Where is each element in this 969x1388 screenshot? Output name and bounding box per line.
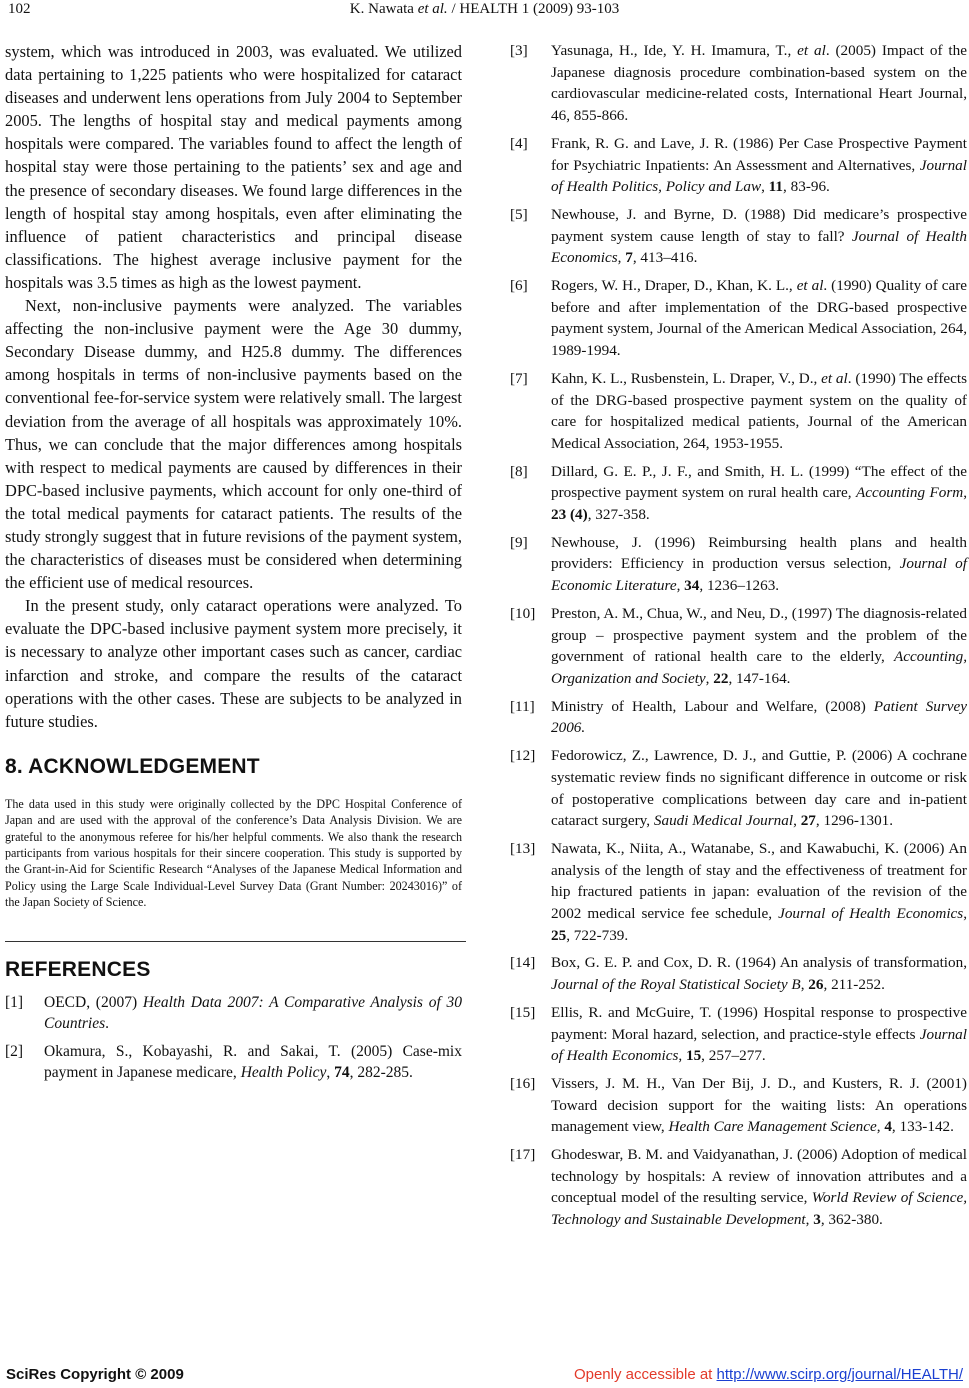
body-paragraph: In the present study, only cataract operations were analyzed. To evaluate the DPC-based inclusive payment system more precisely, it is necessary to analyze other important cases such as cancer, cardiac infarction and stroke, and compare the results of the cataract operations with the other cases. These are subjects to be analyzed in future studies. <box>5 596 462 731</box>
reference-item: [17] Ghodeswar, B. M. and Vaidyanathan, J. (2006) Adoption of medical technology by hospitals: A review of innovation attributes and a conceptual model of the resulting service, World Review of Science, Technology and Sustainable Development, 3, 362-380. <box>510 1146 967 1229</box>
page-footer <box>0 1366 969 1388</box>
body-paragraph: Next, non-inclusive payments were analyzed. The variables affecting the non-inclusive payment were the Age 30 dummy, Secondary Disease dummy, and H25.8 dummy. The differences among hospitals in terms of non-inclusive payments based on the conventional fee-for-service system were relatively small. The largest deviation from the average of all hospitals was approximately 10%. Thus, we can conclude that the major differences among hospitals with respect to medical payments are caused by differences in their DPC-based inclusive payments, which account for only one-third of the total medical payments for cataract patients. The results of the study strongly suggest that in future revisions of the payment system, the characteristics of diseases must be considered when determining the efficient use of medical resources. <box>5 296 462 593</box>
reference-item: [2] Okamura, S., Kobayashi, R. and Sakai, T. (2005) Case-mix payment in Japanese medicare, Health Policy, 74, 282-285. <box>5 1042 462 1082</box>
acknowledgement-heading: 8. ACKNOWLEDGEMENT <box>5 754 260 778</box>
copyright-notice: SciRes Copyright © 2009 <box>6 1366 184 1383</box>
reference-item: [6] Rogers, W. H., Draper, D., Khan, K. L., et al. (1990) Quality of care before and after implementation of the DRG-based prospective payment system, Journal of the American Medical Association, 264, 1989-1994. <box>510 277 967 360</box>
section-divider <box>5 941 466 942</box>
reference-list <box>510 40 967 1231</box>
running-head: K. Nawata et al. / HEALTH 1 (2009) 93-103 <box>349 1 620 17</box>
acknowledgement-text: The data used in this study were originally collected by the DPC Hospital Conference of Japan and are used with the approval of the conference’s Data Analysis Division. We are grateful to the anonymous referee for his/her helpful comments. We also thank the research participants from various hospitals for their sincere cooperation. This study is supported by the Grant-in-Aid for Scientific Research “Analyses of the Japanese Medical Information and Policy using the Large Scale Individual-Level Survey Data (Grant Number: 20243016)” of the Japan Society of Science. <box>5 796 462 910</box>
right-column <box>510 40 967 1237</box>
reference-item: [9] Newhouse, J. (1996) Reimbursing health plans and health providers: Efficiency in production versus selection, Journal of Economic Literature, 34, 1236–1263. <box>510 533 967 595</box>
references-heading: REFERENCES <box>5 957 151 981</box>
reference-item: [7] Kahn, K. L., Rusbenstein, L. Draper, V., D., et al. (1990) The effects of the DRG-based prospective payment system on the quality of care for hospitalized medical patients, Journal of the American Medical Association, 264, 1953-1955. <box>510 369 967 452</box>
reference-item: [12] Fedorowicz, Z., Lawrence, D. J., and Guttie, P. (2006) A cochrane systematic review finds no significant difference in outcome or risk of postoperative complications between day care and in-patient cataract surgery, Saudi Medical Journal, 27, 1296-1301. <box>510 747 967 830</box>
reference-item: [1] OECD, (2007) Health Data 2007: A Comparative Analysis of 30 Countries. <box>5 993 462 1033</box>
reference-item: [16] Vissers, J. M. H., Van Der Bij, J. D., and Kusters, R. J. (2001) Toward decision support for the waiting lists: An operations management view, Health Care Management Science, 4, 133-142. <box>510 1074 967 1136</box>
reference-item: [8] Dillard, G. E. P., J. F., and Smith, H. L. (1999) “The effect of the prospective payment system on rural health care, Accounting Form, 23 (4), 327-358. <box>510 462 967 524</box>
journal-link[interactable]: http://www.scirp.org/journal/HEALTH/ <box>716 1366 963 1383</box>
reference-item: [3] Yasunaga, H., Ide, Y. H. Imamura, T., et al. (2005) Impact of the Japanese diagnosis procedure combination-based system on the cardiovascular medicine-related costs, International Heart Journal, 46, 855-866. <box>510 42 967 125</box>
reference-item: [10] Preston, A. M., Chua, W., and Neu, D., (1997) The diagnosis-related group – prospective payment system and the problem of the government of rational health care to the elderly, Accounting, Organization and Society, 22, 147-164. <box>510 604 967 687</box>
reference-list <box>5 992 462 1084</box>
reference-item: [5] Newhouse, J. and Byrne, D. (1988) Did medicare’s prospective payment system cause length of stay to fall? Journal of Health Economics, 7, 413–416. <box>510 205 967 267</box>
open-access-notice: Openly accessible at http://www.scirp.org/journal/HEALTH/ <box>573 1366 963 1383</box>
left-column <box>5 40 462 1090</box>
page-number: 102 <box>8 1 31 17</box>
reference-item: [4] Frank, R. G. and Lave, J. R. (1986) Per Case Prospective Payment for Psychiatric Inpatients: An Assessment and Alternatives, Journal of Health Politics, Policy and Law, 11, 83-96. <box>510 134 967 196</box>
reference-item: [13] Nawata, K., Niita, A., Watanabe, S., and Kawabuchi, K. (2006) An analysis of the length of stay and the effectiveness of treatment for hip fractured patients in japan: evaluation of the revision of the 2002 medical service fee schedule, Journal of Health Economics, 25, 722-739. <box>510 839 967 944</box>
body-paragraph: system, which was introduced in 2003, was evaluated. We utilized data pertaining to 1,225 patients who were hospitalized for cataract diseases and underwent lens operations from July 2004 to September 2005. The lengths of hospital stay and medical payments among hospitals were compared. The variables found to affect the length of hospital stay were those pertaining to the patients’ sex and age and the presence of secondary diseases. We found large differences in the length of hospital stay among hospitals, even after eliminating the influence of patient characteristics and principal disease classifications. The highest average inclusive payment for the hospitals was 3.5 times as high as the lowest payment. <box>5 42 462 292</box>
reference-item: [15] Ellis, R. and McGuire, T. (1996) Hospital response to prospective payment: Moral hazard, selection, and practice-style effects Journal of Health Economics, 15, 257–277. <box>510 1003 967 1065</box>
running-header <box>0 0 969 22</box>
reference-item: [11] Ministry of Health, Labour and Welfare, (2008) Patient Survey 2006. <box>510 697 967 737</box>
reference-item: [14] Box, G. E. P. and Cox, D. R. (1964) An analysis of transformation, Journal of the Royal Statistical Society B, 26, 211-252. <box>510 954 967 994</box>
